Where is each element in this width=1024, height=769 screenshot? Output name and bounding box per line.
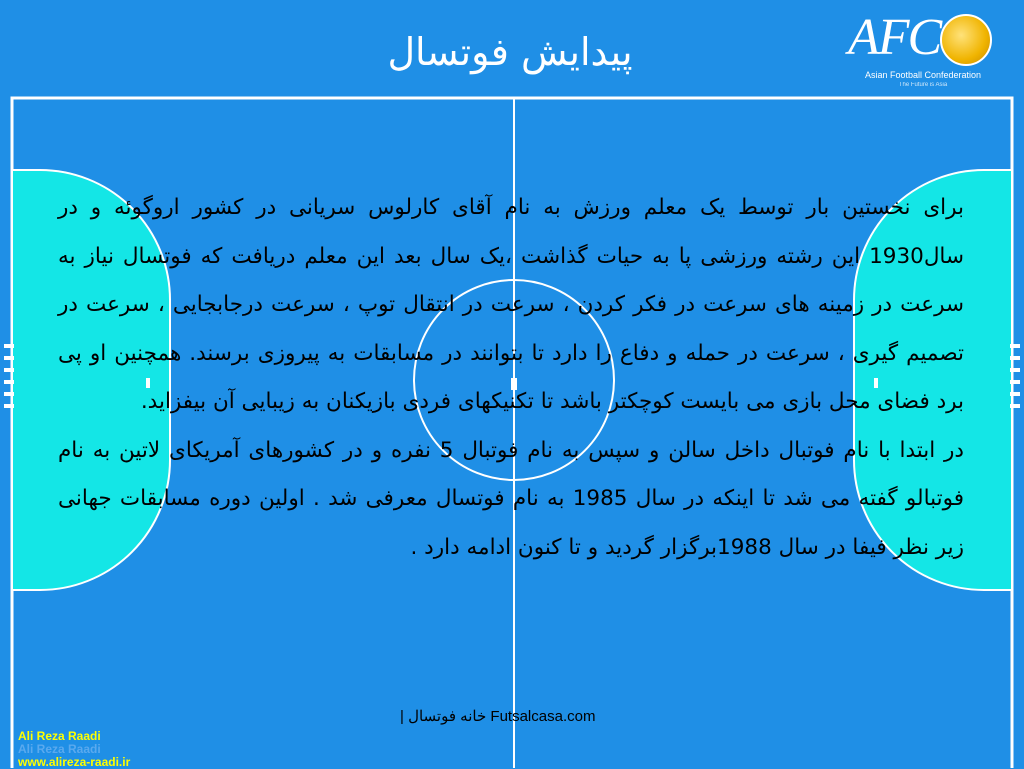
author-name: Ali Reza Raadi: [18, 729, 101, 743]
paragraph-history: در ابتدا با نام فوتبال داخل سالن و سپس به نام فوتبال 5 نفره و در کشورهای آمریکای لاتین به نام فوتبالو گفته می شد تا اینکه در سال 1985 به نام فوتسال معرفی شد . اولین دوره مسابقات جهانی زیر نظر فیفا در سال 1988برگزار گردید و تا کنون ادامه دارد .: [58, 437, 964, 560]
slide-footer: Futsalcasa.com خانه فوتسال |: [400, 708, 596, 725]
football-ball-icon: [940, 14, 992, 66]
slide-body: [58, 184, 964, 572]
afc-logo: [848, 8, 998, 93]
author-credit: [18, 730, 130, 769]
afc-logo-tagline: The Future is Asia: [898, 82, 948, 88]
author-website: www.alireza-raadi.ir: [18, 755, 131, 769]
paragraph-origin: برای نخستین بار توسط یک معلم ورزش به نام آقای کارلوس سریانی در کشور اروگوئه و در سال1930 این رشته ورزشی پا به حیات گذاشت ،یک سال بعد این معلم دریافت که فوتسال نیاز به سرعت در زمینه های سرعت در فکر کردن ، سرعت در انتقال توپ ، سرعت درجابجایی ، سرعت در تصمیم گیری ، سرعت در حمله و دفاع را دارد تا بتوانند در مسابقات به پیروزی برسند. همچنین او پی برد فضای محل بازی می بایست کوچکتر باشد تا تکنیکهای فردی بازیکنان به زیبایی آن بیفزاید.: [58, 195, 964, 414]
slide-title: پیدایش فوتسال: [387, 30, 633, 74]
afc-logo-name: Asian Football Confederation: [864, 70, 982, 80]
afc-logo-letters: AFC: [848, 9, 941, 66]
author-name-shadow: Ali Reza Raadi: [18, 743, 101, 756]
